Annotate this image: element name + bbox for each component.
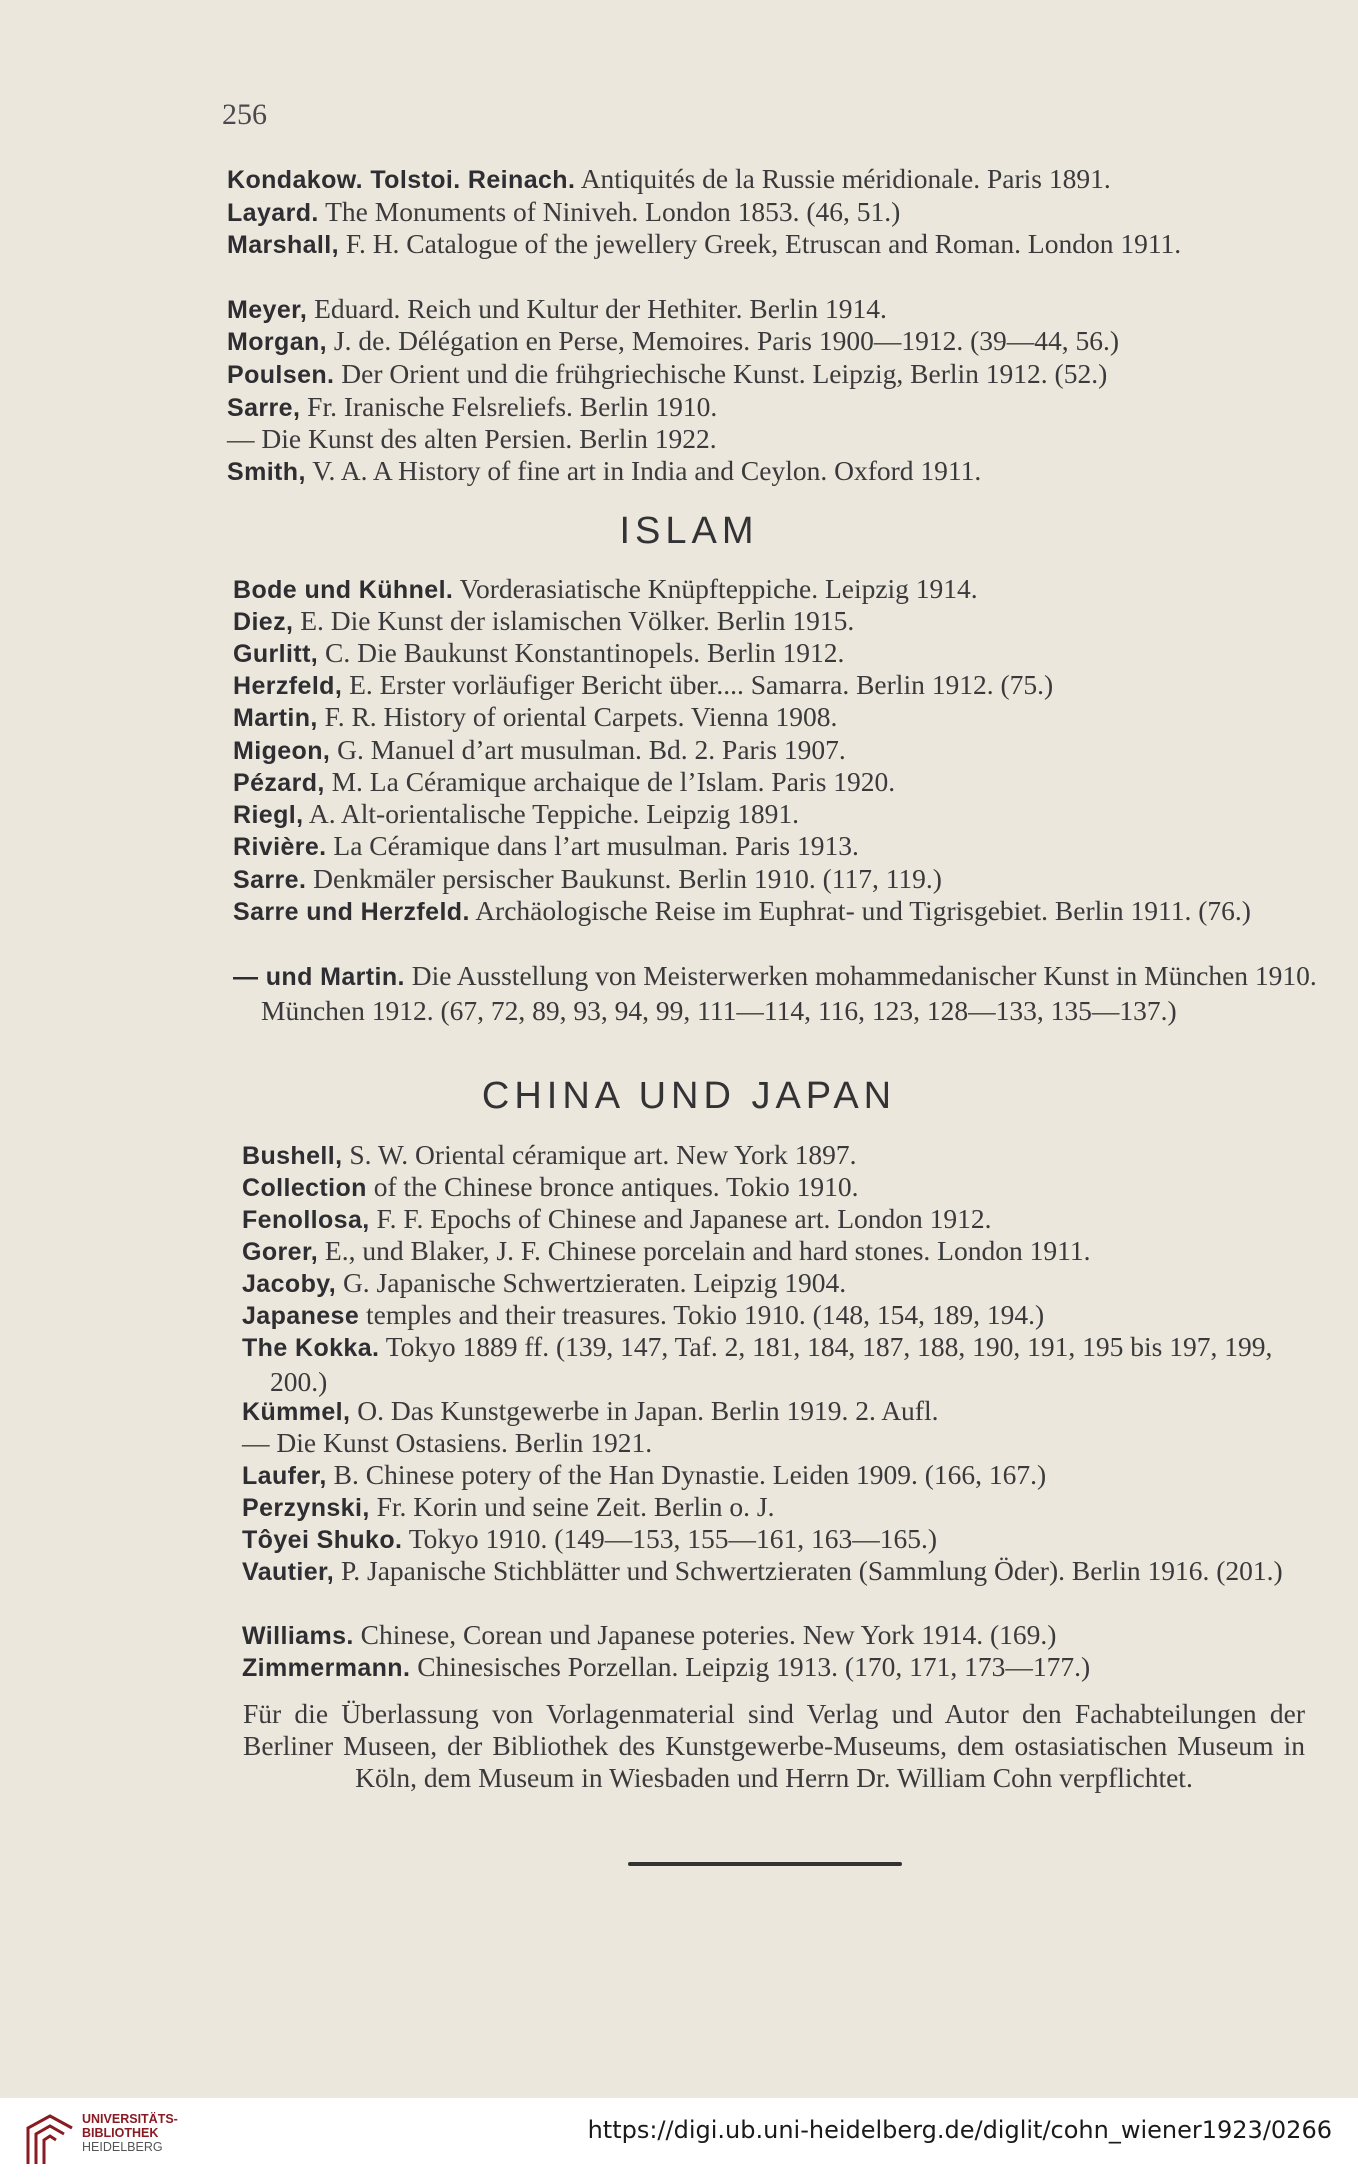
entry-author: Migeon, bbox=[233, 737, 331, 765]
entry-text: O. Das Kunstgewerbe in Japan. Berlin 1919. 2. Aufl. bbox=[357, 1395, 939, 1426]
bib-entry bbox=[242, 1138, 1336, 1173]
entry-author: Gurlitt, bbox=[233, 640, 319, 668]
entry-text: — Die Kunst Ostasiens. Berlin 1921. bbox=[242, 1427, 653, 1458]
section-heading-china-japan: CHINA UND JAPAN bbox=[481, 1075, 897, 1117]
entry-text: B. Chinese potery of the Han Dynastie. Leiden 1909. (166, 167.) bbox=[333, 1459, 1047, 1490]
entry-text: Tokyo 1889 ff. (139, 147, Taf. 2, 181, 184, 187, 188, 190, 191, 195 bis 197, 199, 200.) bbox=[270, 1331, 1273, 1397]
entry-author: Sarre, bbox=[227, 394, 301, 422]
bib-entry bbox=[227, 195, 1335, 230]
bib-entry bbox=[233, 765, 1336, 800]
entry-text: of the Chinese bronce antiques. Tokio 1910. bbox=[373, 1171, 859, 1202]
bib-entry bbox=[233, 862, 1336, 897]
entry-author: Perzynski, bbox=[242, 1494, 370, 1522]
bib-entry bbox=[242, 1426, 1336, 1461]
bib-entry bbox=[227, 422, 1335, 457]
library-line-2: BIBLIOTHEK bbox=[82, 2126, 159, 2140]
entry-author: Poulsen. bbox=[227, 361, 335, 389]
viewer-footer bbox=[0, 2098, 1358, 2183]
entry-text: E. Die Kunst der islamischen Völker. Berlin 1915. bbox=[300, 605, 855, 636]
bib-entry bbox=[227, 324, 1335, 359]
bib-entry bbox=[242, 1522, 1336, 1557]
ub-heidelberg-logo-icon bbox=[22, 2110, 78, 2170]
bib-entry bbox=[242, 1650, 1336, 1685]
entry-text: — Die Kunst des alten Persien. Berlin 1922. bbox=[227, 423, 717, 454]
entry-text: G. Manuel d’art musulman. Bd. 2. Paris 1907. bbox=[337, 734, 846, 765]
entry-text: P. Japanische Stichblätter und Schwertzieraten (Sammlung Öder). Berlin 1916. (201.) bbox=[341, 1555, 1283, 1586]
entry-text: Chinesisches Porzellan. Leipzig 1913. (170, 171, 173—177.) bbox=[417, 1651, 1091, 1682]
bib-entry bbox=[227, 454, 1335, 489]
bib-entry bbox=[233, 733, 1336, 768]
entry-author: Marshall, bbox=[227, 231, 339, 259]
bib-entry bbox=[242, 1330, 1336, 1398]
entry-author: — und Martin. bbox=[233, 963, 405, 991]
bib-entry bbox=[227, 162, 1335, 197]
entry-author: Collection bbox=[242, 1174, 367, 1202]
entry-text: A. Alt-orientalische Teppiche. Leipzig 1891. bbox=[308, 798, 799, 829]
bib-entry bbox=[227, 227, 1330, 262]
entry-text: La Céramique dans l’art musulman. Paris 1913. bbox=[333, 830, 859, 861]
entry-author: Kondakow. Tolstoi. Reinach. bbox=[227, 166, 576, 194]
library-line-1: UNIVERSITÄTS- bbox=[82, 2112, 178, 2126]
entry-text: J. de. Délégation en Perse, Memoires. Paris 1900—1912. (39—44, 56.) bbox=[333, 325, 1120, 356]
entry-author: Layard. bbox=[227, 199, 319, 227]
entry-text: Eduard. Reich und Kultur der Hethiter. Berlin 1914. bbox=[314, 293, 887, 324]
entry-author: Jacoby, bbox=[242, 1270, 337, 1298]
entry-text: The Monuments of Niniveh. London 1853. (46, 51.) bbox=[325, 196, 901, 227]
bib-entry bbox=[233, 959, 1336, 1027]
entry-author: Smith, bbox=[227, 458, 306, 486]
entry-text: Vorderasiatische Knüpfteppiche. Leipzig 1914. bbox=[459, 573, 978, 604]
permalink-url[interactable]: https://digi.ub.uni-heidelberg.de/diglit/cohn_wiener1923/0266 bbox=[587, 2116, 1332, 2144]
bib-entry bbox=[242, 1618, 1336, 1653]
bib-entry bbox=[233, 797, 1336, 832]
bib-entry bbox=[242, 1554, 1336, 1589]
bib-entry bbox=[233, 572, 1336, 607]
bib-entry bbox=[242, 1202, 1336, 1237]
entry-author: Diez, bbox=[233, 608, 294, 636]
entry-author: Sarre. bbox=[233, 866, 307, 894]
entry-text: E. Erster vorläufiger Bericht über.... Samarra. Berlin 1912. (75.) bbox=[349, 669, 1054, 700]
bib-entry bbox=[233, 829, 1336, 864]
entry-author: Williams. bbox=[242, 1622, 354, 1650]
entry-author: Vautier, bbox=[242, 1558, 335, 1586]
entry-author: Sarre und Herzfeld. bbox=[233, 898, 470, 926]
bib-entry bbox=[242, 1170, 1336, 1205]
entry-author: Riegl, bbox=[233, 801, 304, 829]
entry-text: F. R. History of oriental Carpets. Vienna 1908. bbox=[324, 701, 838, 732]
bib-entry bbox=[233, 668, 1341, 703]
entry-text: Antiquités de la Russie méridionale. Paris 1891. bbox=[580, 163, 1111, 194]
entry-text: Chinese, Corean und Japanese poteries. New York 1914. (169.) bbox=[360, 1619, 1057, 1650]
entry-text: C. Die Baukunst Konstantinopels. Berlin 1912. bbox=[325, 637, 845, 668]
entry-text: F. H. Catalogue of the jewellery Greek, Etruscan and Roman. London 1911. bbox=[345, 228, 1182, 259]
entry-author: Rivière. bbox=[233, 833, 327, 861]
entry-author: Gorer, bbox=[242, 1238, 319, 1266]
entry-author: Japanese bbox=[242, 1302, 360, 1330]
entry-text: Denkmäler persischer Baukunst. Berlin 1910. (117, 119.) bbox=[313, 863, 942, 894]
bib-entry bbox=[233, 894, 1336, 929]
entry-text: temples and their treasures. Tokio 1910. (148, 154, 189, 194.) bbox=[366, 1299, 1045, 1330]
entry-text: Fr. Korin und seine Zeit. Berlin o. J. bbox=[376, 1491, 775, 1522]
entry-text: Tokyo 1910. (149—153, 155—161, 163—165.) bbox=[408, 1523, 937, 1554]
entry-author: Morgan, bbox=[227, 328, 328, 356]
entry-text: Fr. Iranische Felsreliefs. Berlin 1910. bbox=[307, 391, 718, 422]
entry-author: Meyer, bbox=[227, 296, 308, 324]
bib-entry bbox=[233, 700, 1336, 735]
entry-text: V. A. A History of fine art in India and Ceylon. Oxford 1911. bbox=[312, 455, 982, 486]
entry-text: S. W. Oriental céramique art. New York 1897. bbox=[349, 1139, 857, 1170]
entry-text: G. Japanische Schwertzieraten. Leipzig 1904. bbox=[342, 1267, 847, 1298]
bib-entry bbox=[233, 604, 1336, 639]
entry-author: Bode und Kühnel. bbox=[233, 576, 454, 604]
page-number: 256 bbox=[222, 98, 267, 131]
entry-author: The Kokka. bbox=[242, 1334, 380, 1362]
entry-text: Der Orient und die frühgriechische Kunst. Leipzig, Berlin 1912. (52.) bbox=[341, 358, 1108, 389]
entry-text: F. F. Epochs of Chinese and Japanese art. London 1912. bbox=[376, 1203, 992, 1234]
entry-author: Martin, bbox=[233, 704, 318, 732]
entry-author: Zimmermann. bbox=[242, 1654, 411, 1682]
bib-entry bbox=[227, 292, 1335, 327]
entry-author: Herzfeld, bbox=[233, 672, 343, 700]
bib-entry bbox=[242, 1458, 1336, 1493]
entry-author: Fenollosa, bbox=[242, 1206, 370, 1234]
bib-entry bbox=[242, 1394, 1336, 1429]
entry-text: Die Ausstellung von Meisterwerken mohammedanischer Kunst in München 1910. München 1912. (67, 72, 89, 93, 94, 99, 111—114, 116, 123, 128—133, 135—137.) bbox=[261, 960, 1317, 1026]
bib-entry bbox=[242, 1234, 1340, 1269]
bib-entry bbox=[242, 1490, 1336, 1525]
bib-entry bbox=[242, 1298, 1336, 1333]
section-heading-islam: ISLAM bbox=[619, 510, 759, 552]
entry-text: M. La Céramique archaique de l’Islam. Paris 1920. bbox=[331, 766, 896, 797]
entry-text: Archäologische Reise im Euphrat- und Tigrisgebiet. Berlin 1911. (76.) bbox=[475, 895, 1251, 926]
entry-author: Bushell, bbox=[242, 1142, 343, 1170]
bib-entry bbox=[227, 390, 1335, 425]
closing-note: Für die Überlassung von Vorlagenmaterial sind Verlag und Autor den Fachabteilungen der Berliner Museen, der Bibliothek des Kunstgewerbe-Museums, dem ostasiatischen Museum in Köln, dem Museum in Wiesbaden und Herrn Dr. William Cohn verpflichtet. bbox=[243, 1698, 1305, 1793]
bib-entry bbox=[227, 357, 1335, 392]
library-name bbox=[82, 2112, 178, 2154]
bib-entry bbox=[233, 636, 1336, 671]
entry-author: Laufer, bbox=[242, 1462, 327, 1490]
entry-author: Tôyei Shuko. bbox=[242, 1526, 403, 1554]
end-rule bbox=[628, 1862, 902, 1866]
bib-entry bbox=[242, 1266, 1336, 1301]
entry-author: Kümmel, bbox=[242, 1398, 351, 1426]
entry-author: Pézard, bbox=[233, 769, 325, 797]
entry-text: E., und Blaker, J. F. Chinese porcelain and hard stones. London 1911. bbox=[324, 1235, 1091, 1266]
library-line-3: HEIDELBERG bbox=[82, 2140, 163, 2154]
